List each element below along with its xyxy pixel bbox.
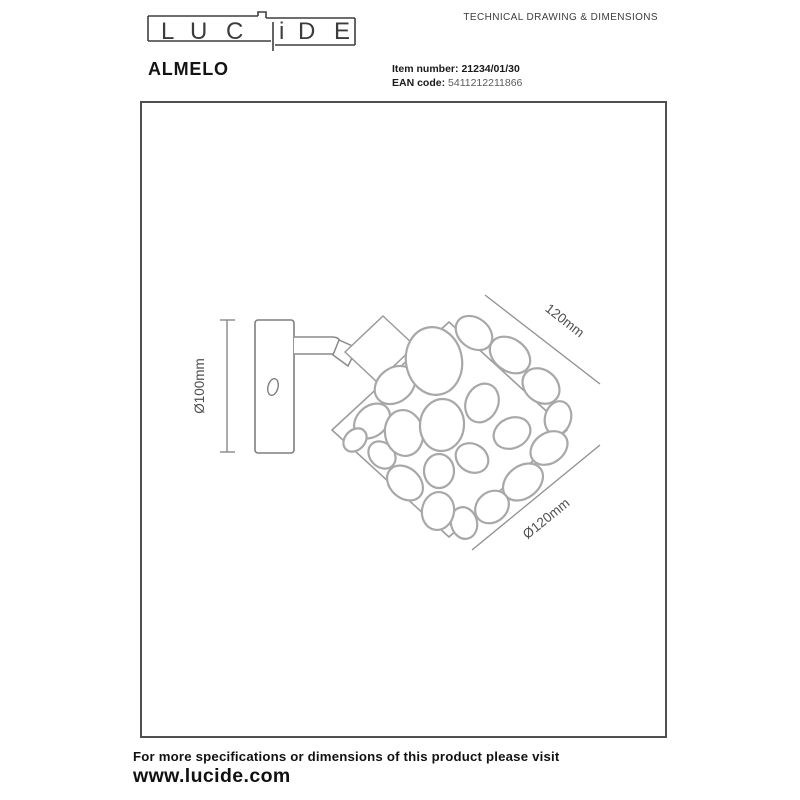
item-number-label: Item number: <box>392 63 459 75</box>
lamp-technical-drawing <box>142 103 665 736</box>
product-name: ALMELO <box>148 59 229 79</box>
drawing-border-frame <box>140 101 667 738</box>
footer <box>133 749 560 788</box>
footer-note: For more specifications or dimensions of this product please visit <box>133 749 560 764</box>
backplate-dimension-label: Ø100mm <box>192 358 207 414</box>
logo-letter-e: E <box>334 18 351 45</box>
shade-width-dimension-label: 120mm <box>542 300 588 341</box>
lucide-logo-box <box>148 12 355 51</box>
logo-letter-u: U <box>190 18 208 45</box>
logo-letter-c: C <box>226 18 244 45</box>
lucide-logo <box>146 10 360 56</box>
logo-letter-l: L <box>161 18 175 45</box>
logo-letter-i: i <box>279 18 285 45</box>
document-type-label: TECHNICAL DRAWING & DIMENSIONS <box>463 12 658 23</box>
item-number-line <box>392 62 522 76</box>
logo-letter-d: D <box>298 18 316 45</box>
ean-line <box>392 76 522 90</box>
item-number-value: 21234/01/30 <box>461 63 520 75</box>
ean-value: 5411212211866 <box>448 77 523 89</box>
ean-label: EAN code: <box>392 77 446 89</box>
footer-website: www.lucide.com <box>133 765 291 787</box>
backplate-dimension-lines <box>220 320 235 452</box>
shade-diameter-dimension-label: Ø120mm <box>519 495 573 542</box>
product-info-block <box>392 62 522 90</box>
